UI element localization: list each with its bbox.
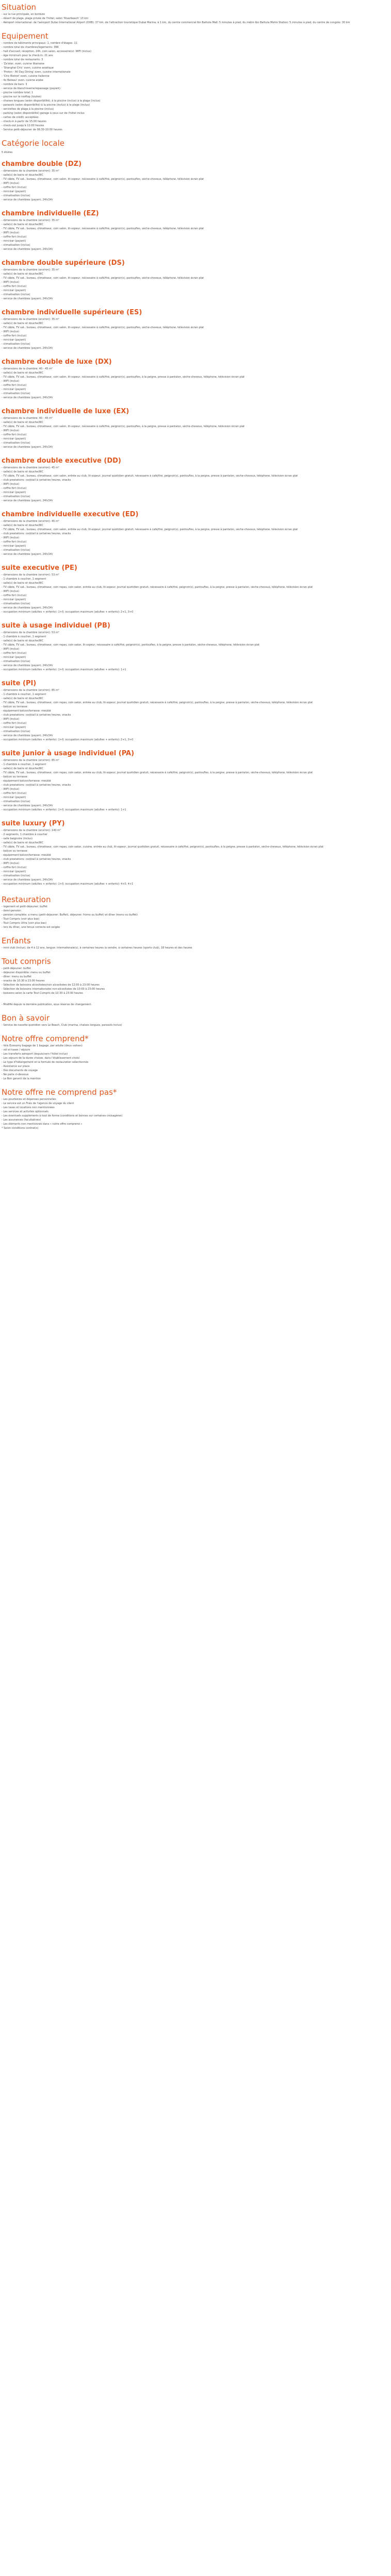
list-item: - WIFI (inclus): [2, 862, 20, 865]
list-item: - service de blanchisserie/repassage (payant): [2, 87, 60, 90]
list-item: - dimensions de la chambre (environ): 53 m²: [2, 573, 59, 577]
list-item: - WIFI (inclus): [2, 536, 20, 539]
list-item: - WIFI (inclus): [2, 718, 20, 721]
list-item: - TV câble, TV sat., bureau, climatiseur, coin salon, entrée au club, lit-sopeur, journal quotidien gratuit, nécessaire à café/thé, peignoir(s), pantoufles, à la peigne, presse à pantalon, sèche-cheveux, téléphone, télévision écran plat: [2, 474, 298, 478]
list-item: - climatisation (inclus): [2, 602, 30, 605]
room-category-features: [2, 317, 389, 350]
list-item: - sur la rue principale, en bordure: [2, 13, 45, 16]
list-item: - 'Shanghai Chic' oven, cuisine asiatique: [2, 66, 54, 70]
list-item: - TV câble, TV sat., bureau, climatiseur, coin salon, lit-sopeur, nécessaire à café/thé, peignoir(s), pantoufles, sèche-cheveux, téléphone, télévision écran plat: [2, 227, 204, 230]
list-item: - salle(s) de bains et douche/WC: [2, 174, 43, 177]
list-item: - climatisation (inclus): [2, 293, 30, 296]
list-item: - 1 chambre à coucher, 1 segment: [2, 635, 46, 638]
room-category-title: chambre double supérieure (DS): [2, 259, 125, 267]
room-category-features: [2, 169, 389, 202]
list-item: - nombre de bars: 3: [2, 83, 27, 86]
list-item: - dimensions de la chambre (environ): 85 m²: [2, 689, 59, 692]
list-item: - occupation minimum (adultes + enfants): 1+0, occupation maximum (adultes + enfants): 4+0, 4+1: [2, 883, 134, 886]
list-item: - TV câble, TV sat., bureau, climatiseur, coin salon, lit-sopeur, nécessaire à café/thé, peignoir(s), pantoufles, à la peigne, presse à pantalon, sèche-cheveux, téléphone, télévision écran plat: [2, 376, 245, 379]
list-item: - service de chambres (payant, 24h/24): [2, 804, 53, 807]
list-item: - 1 chambre à coucher, 1 segment: [2, 578, 46, 581]
list-item: - balcon ou terrasse: [2, 705, 27, 708]
list-item: - Les taxes et locations non mentionnées: [2, 1106, 55, 1109]
list-item: - coffre-fort (inclus): [2, 487, 27, 490]
list-item: - piscine sur le rooftop (toutes): [2, 95, 42, 98]
tout-compris-list: [2, 967, 389, 995]
room-category-title: chambre double de luxe (DX): [2, 358, 112, 366]
list-item: - TV câble, TV sat., bureau, climatiseur, coin repas, coin salon, entrée au club, lit-sopeur, journal quotidien gratuit, nécessaire à café/thé, peignoir(s), pantoufles, à la peigne, presse à pantalon, sèche-cheveux, téléphone, télévision écran plat: [2, 701, 313, 704]
list-item: - lors du dîner, une tenue correcte est exigée: [2, 926, 60, 929]
list-item: - climatisation (inclus): [2, 800, 30, 803]
list-item: - mini-bar (payant): [2, 870, 26, 873]
list-item: - Sélection de boissons alcoolisées/non alcoolisées de 12:00 à 23:00 heures: [2, 984, 100, 987]
list-item: - pension complète: a menu (petit-déjeuner: Buffet), déjeuner: fromo ou buffet) et dîner (menu ou buffet): [2, 913, 138, 917]
hotel-description-document: [2, 2, 389, 1146]
list-item: - TV câble, TV sat., bureau, climatiseur, coin repas, coin salon, cuisine, entrée au club, lit-sopeur, journal quotidien gratuit, nécessaire à café/thé, peignoir(s), pantoufles, à la peigne, presse à pantalon, sèche-cheveux, téléphone, télévision écran plat: [2, 845, 323, 849]
list-item: - climatisation (inclus): [2, 343, 30, 346]
list-item: - salle(s) de bains et douche/WC: [2, 697, 43, 700]
list-item: - climatisation (inclus): [2, 874, 30, 877]
list-item: - salle(s) de bains et douche/WC: [2, 582, 43, 585]
list-item: - boissons selon la carte Tout Compris de 10:30 à 23:00 heures: [2, 992, 83, 995]
list-item: - logement et petit-déjeuner: buffet: [2, 905, 47, 908]
situation-title: Situation: [2, 3, 37, 12]
list-item: - service de chambres (payant, 24h/24): [2, 606, 53, 609]
list-item: - service de chambres (payant, 24h/24): [2, 664, 53, 667]
list-item: * Selon conditions contrat(s): [2, 1127, 39, 1130]
list-item: - TV câble, TV sat., bureau, climatiseur, coin salon, lit-sopeur, nécessaire à café/thé, peignoir(s), pantoufles, sèche-cheveux, téléphone, télévision écran plat: [2, 326, 204, 329]
list-item: - mini-bar (payant): [2, 598, 26, 601]
list-item: - climatisation (inclus): [2, 244, 30, 247]
categorie-title: Catégorie locale: [2, 139, 64, 148]
room-category-features: [2, 416, 389, 449]
list-item: - Vols Economy bagage de 1 bagage, par adulte (deux valises): [2, 1044, 83, 1047]
list-item: - équipement balcon/terrasse: meublé: [2, 709, 51, 713]
room-category-features: [2, 688, 389, 742]
list-item: - 'Proton - All Day Dining' oven, cuisine internationale: [2, 71, 71, 74]
list-item: - service de chambres (payant, 24h/24): [2, 347, 53, 350]
list-item: - coffre-fort (inclus): [2, 186, 27, 189]
list-item: - TV câble, TV sat., bureau, climatiseur, coin salon, lit-sopeur, nécessaire à café/thé, peignoir(s), pantoufles, sèche-cheveux, téléphone, télévision écran plat: [2, 277, 204, 280]
list-item: - 2 segments, 1 chambre à coucher: [2, 833, 47, 836]
list-item: - occupation minimum (adultes + enfants): 1+0, occupation maximum (adultes + enfants): 2+1, 3+0: [2, 738, 134, 741]
room-category-features: [2, 828, 389, 886]
list-item: - service de chambres (payant, 24h/24): [2, 297, 53, 300]
list-item: - occupation minimum (adultes + enfants): 1+0, occupation maximum (adultes + enfants): 1+1: [2, 668, 126, 671]
list-item: - check-out jusqu'à 12:00 heures: [2, 124, 44, 127]
list-item: - occupation minimum (adultes + enfants): 1+0, occupation maximum (adultes + enfants): 1+1: [2, 808, 126, 811]
list-item: - serviettes de plage à la piscine (inclus): [2, 108, 54, 111]
list-item: - dimensions de la chambre (environ): 35 m²: [2, 219, 59, 222]
list-item: - club prestations: cocktail à certaines heures, snacks: [2, 858, 71, 861]
list-item: - climatisation (inclus): [2, 730, 30, 733]
list-item: - mini-bar (payant): [2, 190, 26, 193]
offre-comprend-list: [2, 1044, 389, 1081]
list-item: - TV câble, TV sat., bureau, climatiseur, coin salon, lit-sopeur, nécessaire à café/thé, peignoir(s), pantoufles, sèche-cheveux, téléphone, télévision écran plat: [2, 178, 204, 181]
list-item: - snacks de 10:30 à 23:00 heures: [2, 979, 45, 982]
list-item: - WIFI (inclus): [2, 182, 20, 185]
list-item: - mini-bar (payant): [2, 656, 26, 659]
list-item: - club prestations: cocktail à certaines heures, snacks: [2, 784, 71, 787]
offre-ne-comprend-list: [2, 1097, 389, 1130]
list-item: - Les éventuels suppléments à tout de forme (conditions et bonnes sur certaines croisagères): [2, 1114, 123, 1117]
list-item: - coffre-fort (inclus): [2, 652, 27, 655]
list-item: - mini-bar (payant): [2, 289, 26, 292]
list-item: - salle(s) de bains et douche/WC: [2, 524, 43, 527]
list-item: - mini-bar (payant): [2, 796, 26, 799]
list-item: - Ne parle ci-dessous: [2, 1073, 29, 1076]
list-item: - dimensions de la chambre (environ): 45 m²: [2, 520, 59, 523]
bon-savoir-title: Bon à savoir: [2, 1013, 50, 1023]
list-item: - climatisation (inclus): [2, 392, 30, 395]
list-item: - mini-bar (payant): [2, 491, 26, 494]
list-item: - coffre-fort (inclus): [2, 285, 27, 288]
list-item: - Les services et activités optionnels: [2, 1110, 48, 1113]
list-item: - occupation minimum (adultes + enfants): 1+0, occupation maximum (adultes + enfants): 2+1, 3+0: [2, 611, 134, 614]
list-item: - 4x Bateau' oven, cuisine arabe: [2, 79, 43, 82]
room-category-title: chambre individuelle de luxe (EX): [2, 408, 129, 415]
list-item: - WIFI (inclus): [2, 281, 20, 284]
list-item: - WIFI (inclus): [2, 483, 20, 486]
list-item: - climatisation (inclus): [2, 495, 30, 498]
list-item: - désert de plage, plage privée de l'hôtel, salon 'Riverbeach' 13 km: [2, 17, 89, 20]
list-item: - Service de navette quotidien vers Le Beach, Club (marina, chaises longues, parasols inclus): [2, 1024, 122, 1027]
room-category-title: suite luxury (PY): [2, 820, 65, 827]
list-item: - nombre total de chambres/logements: 396: [2, 46, 59, 49]
list-item: - dimensions de la chambre (environ): 140 m²: [2, 829, 61, 832]
list-item: - demi-pension:: [2, 909, 22, 912]
list-item: - mini-bar (payant): [2, 726, 26, 729]
list-item: - mini-bar (payant): [2, 388, 26, 391]
list-item: - Le type d'hébergement et la formule de restauration sélectionnés: [2, 1061, 89, 1064]
list-item: - coffre-fort (inclus): [2, 866, 27, 869]
list-item: - Tout Compris Ultra (voir plus bas): [2, 922, 47, 925]
list-item: - WIFI (inclus): [2, 330, 20, 333]
list-item: - mini-bar (payant): [2, 338, 26, 342]
list-item: - Les éléments non mentionnés dans « notre offre comprend »: [2, 1123, 83, 1126]
list-item: - parasols (selon disponibilité) à la piscine (inclus) à la plage (inclus): [2, 104, 90, 107]
room-category-features: [2, 466, 389, 503]
list-item: - WIFI (inclus): [2, 380, 20, 383]
list-item: - salle(s) de bains et douche/WC: [2, 841, 43, 844]
list-item: - dimensions de la chambre (environ): 35 m²: [2, 170, 59, 173]
room-category-title: suite junior à usage individuel (PA): [2, 750, 135, 757]
list-item: - 'Chic Bistrot' oven, cuisine italienne: [2, 75, 50, 78]
list-item: - service de chambres (payant, 24h/24): [2, 248, 53, 251]
list-item: - Le Bon garanti de la mention: [2, 1077, 41, 1080]
room-category-features: [2, 758, 389, 812]
offre-ne-comprend-title: Notre offre ne comprend pas*: [2, 1088, 117, 1097]
list-item: - nombre de bâtiments principaux: 1, nombre d'étages: 11: [2, 42, 77, 45]
list-item: - 1 chambre à coucher, 1 segment: [2, 693, 46, 696]
list-item: - salle(s) de bains et douche/WC: [2, 371, 43, 375]
room-category-title: chambre individuelle supérieure (ES): [2, 309, 142, 316]
equipement-title: Equipement: [2, 31, 48, 41]
list-item: - service de chambres (payant, 24h/24): [2, 734, 53, 737]
tout-compris-title: Tout compris: [2, 957, 51, 966]
offre-comprend-title: Notre offre comprend*: [2, 1034, 89, 1043]
list-item: - climatisation (inclus): [2, 660, 30, 663]
list-item: - vol et taxes / séjours: [2, 1048, 30, 1052]
list-item: - balcon ou terrasse: [2, 850, 27, 853]
list-item: - coffre-fort (inclus): [2, 384, 27, 387]
list-item: - Les transferts aéroport (depuis/vers l'hôtel inclus): [2, 1053, 68, 1056]
list-item: - coffre-fort (inclus): [2, 594, 27, 597]
list-item: - WIFI (inclus): [2, 648, 20, 651]
list-item: - service de chambres (payant, 24h/24): [2, 499, 53, 502]
list-item: - TV câble, TV sat., bureau, climatiseur, coin salon, lit-sopeur, nécessaire à café/thé, peignoir(s), pantoufles, à la peigne, presse à pantalon, sèche-cheveux, téléphone, télévision écran plat: [2, 425, 245, 428]
room-category-title: chambre individuelle (EZ): [2, 210, 99, 217]
list-item: - âge minimum pour la check-in: 21 ans: [2, 54, 53, 57]
list-item: - club prestations: cocktail à certaines heures, snacks: [2, 714, 71, 717]
list-item: - Aéroport international: de l'aéroport Dubai International Airport (DXB): 37 km, de l'attraction touristique Dubai Marina, à 1 km, du centre commercial Ibn Battuta Mall: 5 minutes à pied, du métro Ibn Battuta Metro Station: 5 minutes à pied, du centre de congrès: 30 km: [2, 21, 350, 24]
list-item: - salle(s) de bains et douche/WC: [2, 223, 43, 226]
list-item: - salle(s) de bains et douche/WC: [2, 639, 43, 642]
list-item: - Le service est un Frais de l'agence de voyage du client: [2, 1102, 74, 1105]
list-item: - coffre-fort (inclus): [2, 792, 27, 795]
list-item: - Tout Compris (voir plus bas): [2, 918, 40, 921]
list-item: - dîner: menu ou buffet: [2, 975, 31, 978]
room-category-features: [2, 268, 389, 301]
list-item: - climatisation (inclus): [2, 442, 30, 445]
list-item: - chaises longues (selon disponibilité), à la piscine (inclus) à la plage (inclus): [2, 99, 101, 103]
list-item: - dimensions de la chambre (environ): 53 m²: [2, 631, 59, 634]
list-item: - balcon ou terrasse: [2, 775, 27, 778]
bon-savoir-list: [2, 1023, 389, 1027]
room-category-title: suite (PI): [2, 680, 37, 687]
list-item: - équipement balcon/terrasse: meublé: [2, 779, 51, 783]
list-item: - service de chambres (payant, 24h/24): [2, 396, 53, 399]
room-category-features: [2, 631, 389, 672]
list-item: - coffre-fort (inclus): [2, 433, 27, 436]
categorie-value: 5 étoiles: [2, 151, 13, 154]
restauration-list: [2, 905, 389, 929]
list-item: - salle(s) de bains et douche/WC: [2, 322, 43, 325]
room-category-features: [2, 519, 389, 556]
room-category-features: [2, 218, 389, 251]
list-item: - salle baignoire (inclus): [2, 837, 32, 840]
list-item: - WIFI (inclus): [2, 231, 20, 234]
list-item: - cartes de crédit: acceptées: [2, 116, 39, 119]
list-item: - WIFI (inclus): [2, 590, 20, 593]
list-item: - WIFI (inclus): [2, 429, 20, 432]
list-item: - dimensions de la chambre: 40 - 45 m²: [2, 417, 53, 420]
enfants-list: [2, 946, 389, 950]
list-item: - Les assurances (facultatives): [2, 1118, 41, 1122]
list-item: - dimensions de la chambre (environ): 35 m²: [2, 268, 59, 272]
list-item: - salle(s) de bains et douche/WC: [2, 767, 43, 770]
room-category-title: chambre double executive (DD): [2, 457, 121, 465]
list-item: - équipement balcon/terrasse: meublé: [2, 854, 51, 857]
list-item: - dimensions de la chambre (environ): 85 m²: [2, 759, 59, 762]
situation-list: [2, 12, 389, 25]
list-item: - WIFI (inclus): [2, 788, 20, 791]
room-category-title: suite executive (PE): [2, 564, 77, 572]
list-item: - coffre-fort (inclus): [2, 235, 27, 239]
list-item: - club prestations: cocktail à certaines heures, snacks: [2, 479, 71, 482]
list-item: - coffre-fort (inclus): [2, 334, 27, 337]
list-item: - TV câble, TV sat., bureau, climatiseur, coin repas, coin salon, lit-sopeur, nécessaire à café/thé, peignoir(s), pantoufles, à la peigne, presse à pantalon, sèche-cheveux, téléphone, télévision écran plat: [2, 643, 259, 647]
list-item: - Sélection de boissons internationales non-alcoolisées de 10:00 à 23:00 heures: [2, 988, 105, 991]
list-item: - déjeuner disponible: menu ou buffet: [2, 971, 51, 974]
list-item: - piscine nombre total: 1: [2, 91, 34, 94]
equipement-list: [2, 41, 389, 132]
list-item: - club prestations: cocktail à certaines heures, snacks: [2, 532, 71, 535]
list-item: - 1 chambre à coucher, 1 segment: [2, 763, 46, 766]
room-category-features: [2, 367, 389, 400]
list-item: - Les séjours de la durée choisie, dans l'établissement choisi: [2, 1057, 80, 1060]
restauration-title: Restauration: [2, 895, 51, 904]
list-item: - mini-bar (payant): [2, 437, 26, 440]
list-item: - dimensions de la chambre (environ): 35 m²: [2, 318, 59, 321]
list-item: - nombre total de restaurants: 3: [2, 58, 43, 61]
room-categories: [2, 160, 389, 886]
list-item: - TV câble, TV sat., bureau, climatiseur, coin repas, coin salon, entrée au club, lit-sopeur, journal quotidien gratuit, nécessaire à café/thé, peignoir(s), pantoufles, à la peigne, presse à pantalon, sèche-cheveux, téléphone, télévision écran plat: [2, 771, 313, 774]
list-item: - dimensions de la chambre: 40 - 45 m²: [2, 367, 53, 370]
list-item: - service de chambres (payant, 24h/24): [2, 198, 53, 201]
list-item: - parking (selon disponibilité) garage à ceux sur de l'hôtel inclus: [2, 112, 85, 115]
room-category-title: chambre individuelle executive (ED): [2, 511, 139, 518]
list-item: - service de chambres (payant, 24h/24): [2, 878, 53, 882]
list-item: - coffre-fort (inclus): [2, 722, 27, 725]
list-item: - salle(s) de bains et douche/WC: [2, 421, 43, 424]
room-category-title: suite à usage individuel (PB): [2, 622, 110, 630]
list-item: - salle(s) de bains et douche/WC: [2, 470, 43, 473]
list-item: - Service petit-déjeuner de 06:30-10:00 heures: [2, 128, 62, 131]
publication-note: - Modifié depuis la dernière publication, sous réserve de changement.: [2, 1003, 92, 1006]
list-item: - mini club (inclus), de 4 à 12 ans, langue: internationale(s), à certaines heures la vendre, à certaines heures (sports club), 18 heures et des heures: [2, 946, 192, 950]
list-item: - TV câble, TV sat., bureau, climatiseur, coin salon, entrée au club, lit-sopeur, journal quotidien gratuit, nécessaire à café/thé, peignoir(s), pantoufles, à la peigne, presse à pantalon, sèche-cheveux, téléphone, télévision écran plat: [2, 528, 298, 531]
list-item: - mini-bar (payant): [2, 240, 26, 243]
room-category-features: [2, 573, 389, 614]
list-item: - service de chambres (payant, 24h/24): [2, 446, 53, 449]
list-item: - TV câble, TV sat., bureau, climatiseur, coin repas, coin salon, entrée au club, lit-sopeur, journal quotidien gratuit, nécessaire à café/thé, peignoir(s), pantoufles, à la peigne, presse à pantalon, sèche-cheveux, téléphone, télévision écran plat: [2, 586, 313, 589]
list-item: - Assistance sur place: [2, 1065, 30, 1068]
enfants-title: Enfants: [2, 936, 31, 945]
list-item: - coffre-fort (inclus): [2, 540, 27, 544]
list-item: - salle(s) de bains et douche/WC: [2, 273, 43, 276]
room-category-title: chambre double (DZ): [2, 160, 82, 168]
list-item: - dimensions de la chambre (environ): 45 m²: [2, 466, 59, 469]
list-item: - climatisation (inclus): [2, 194, 30, 197]
list-item: - climatisation (inclus): [2, 549, 30, 552]
list-item: - Des documents de voyage: [2, 1069, 38, 1072]
page-bottom-spacer: [2, 1130, 389, 1146]
list-item: - Les pourboires et dépenses personnelles: [2, 1098, 56, 1101]
list-item: - petit-déjeuner: buffet: [2, 967, 31, 970]
list-item: - 'Za'atar, oven, cuisine libanaise: [2, 62, 44, 65]
list-item: - service de chambres (payant, 24h/24): [2, 553, 53, 556]
list-item: - hall d'accueil, réception, 24h, coin salon, accessoire(s): WIFI (inclus): [2, 50, 92, 53]
list-item: - check-in à partir de 15:00 heures: [2, 120, 46, 123]
list-item: - mini-bar (payant): [2, 545, 26, 548]
